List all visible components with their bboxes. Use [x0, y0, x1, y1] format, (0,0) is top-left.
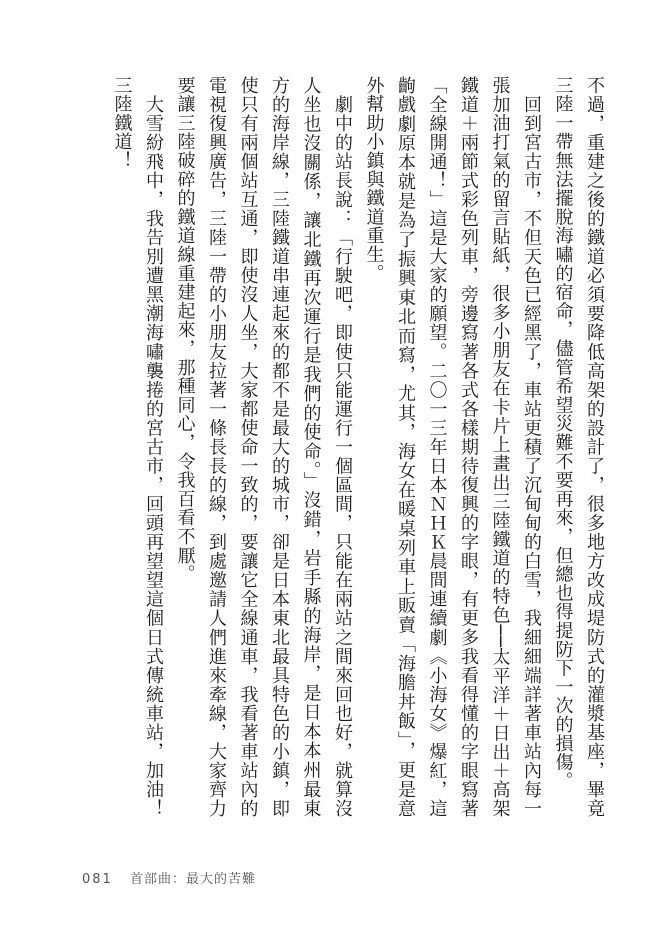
- vertical-body-text: [72, 76, 610, 818]
- paragraph: 回到宮古市，不但天色已經黑了，車站更積了沉甸甸的白雪，我細細端詳著車站內每一張加油打氣的留言貼紙，很多小朋友在卡片上畫出三陸鐵道的特色──太平洋＋日出＋高架鐵道＋兩節式彩色列車，旁邊寫著各式各樣期待復興的字眼，有更多我看得懂的字眼寫著「全線開通！」這是大家的願望。二〇一三年日本ＮＨＫ晨間連續劇《小海女》爆紅，這齣戲劇原本就是為了振興東北而寫，尤其，海女在暖桌列車上販賣「海膽丼飯」，更是意外幫助小鎮與鐵道重生。: [363, 76, 542, 818]
- paragraph: 劇中的站長說：「行駛吧，即使只能運行一個區間，只能在兩站之間來回也好，就算沒人坐也沒關係，讓北鐵再次運行是我們的使命。」沒錯，岩手縣的海岸，是日本本州最東方的海岸線，三陸鐵道串連起來的都不是最大的城市，卻是日本東北最具特色的小鎮，即使只有兩個站互通，即使沒人坐，大家都使命一致的，要讓它全線通車，我看著車站內的電視復興廣告，三陸一帶的小朋友拉著一條長長的線，到處邀請人們進來牽線，大家齊力要讓三陸破碎的鐵道線重建起來，那種同心，令我百看不厭。: [174, 76, 353, 818]
- page-number: 081: [82, 872, 113, 887]
- page-footer: [82, 868, 256, 887]
- chapter-title: 首部曲：最大的苦難: [129, 872, 256, 887]
- paragraph: 大雪紛飛中，我告別遭黑潮海嘯襲捲的宮古市，回頭再望望這個日式傳統車站，加油！三陸鐵道！: [111, 76, 164, 818]
- paragraph: 不過，重建之後的鐵道必須要降低高架的設計了，很多地方改成堤防式的灌漿基座，畢竟三陸一帶無法擺脫海嘯的宿命，儘管希望災難不要再來，但總也得提防下一次的損傷。: [552, 76, 605, 818]
